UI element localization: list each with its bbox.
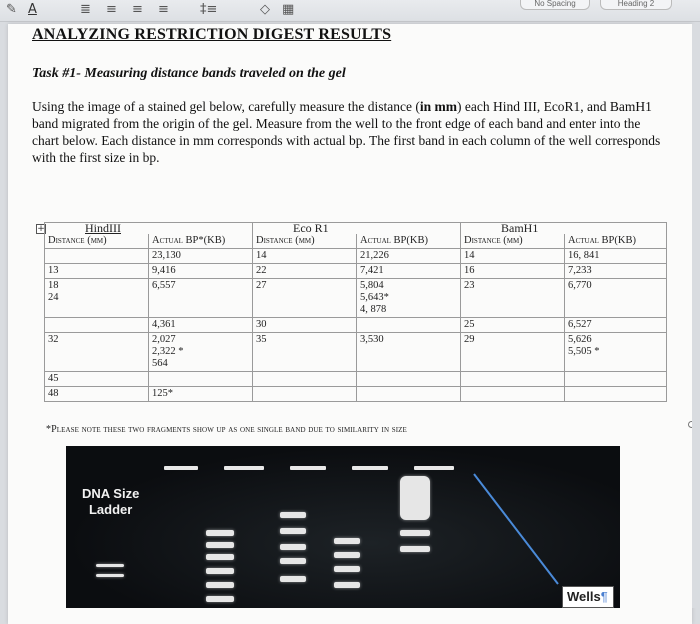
table-cell[interactable] [357,318,461,333]
table-cell[interactable]: 3,530 [357,333,461,372]
table-cell[interactable] [565,387,667,402]
table-cell[interactable] [565,372,667,387]
table-cell[interactable] [45,318,149,333]
ladder-label-line2: Ladder [88,502,133,517]
style-no-spacing[interactable]: No Spacing [520,0,590,10]
group-bamh1: BamH1 [461,223,667,235]
justify-icon[interactable]: ≣ [80,2,91,17]
table-cell[interactable]: 7,421 [357,264,461,279]
table-cell[interactable]: 29 [461,333,565,372]
table-cell[interactable]: 32 [45,333,149,372]
task-heading: Task #1- Measuring distance bands traveled on the gel [32,66,346,81]
table-row [45,249,667,264]
font-color-icon[interactable]: A [28,2,37,17]
results-table [44,222,667,402]
line-spacing-icon[interactable]: ‡≡ [200,2,218,17]
header-hindiii-bp: Actual BP*(KB) [149,234,253,249]
table-cell[interactable]: 35 [253,333,357,372]
table-cell[interactable]: 45 [45,372,149,387]
header-hindiii-distance: Distance (mm) [45,234,149,249]
table-row [45,387,667,402]
group-hindiii: HindIII [45,223,253,235]
para-bold-text: in mm [419,99,457,114]
table-row [45,318,667,333]
table-cell[interactable]: 6,557 [149,279,253,318]
wells-arrow-icon [66,446,620,608]
table-cell[interactable]: 5,804 5,643* 4, 878 [357,279,461,318]
instructions-paragraph [32,98,662,166]
align-right-icon[interactable]: ≡ [158,2,169,17]
table-cell[interactable]: 25 [461,318,565,333]
pilcrow-mark: ¶ [600,589,608,604]
table-cell[interactable]: 125* [149,387,253,402]
table-cell[interactable] [253,387,357,402]
group-header-row [45,223,667,235]
table-cell[interactable]: 27 [253,279,357,318]
table-move-handle-icon[interactable]: + [37,224,45,234]
pen-icon[interactable]: ✎ [6,2,17,17]
column-header-row [45,234,667,249]
header-ecor1-bp: Actual BP(KB) [357,234,461,249]
table-row [45,264,667,279]
table-cell[interactable]: 9,416 [149,264,253,279]
header-ecor1-distance: Distance (mm) [253,234,357,249]
table-cell[interactable]: 48 [45,387,149,402]
wells-label-text: Wells [567,589,601,604]
gel-image [66,446,620,608]
group-ecor1: Eco R1 [253,223,461,235]
window-edge [692,24,700,608]
table-cell[interactable]: 18 24 [45,279,149,318]
footnote: *Please note these two fragments show up as one single band due to similarity in size [46,424,407,435]
formatting-toolbar [0,0,700,22]
table-cell[interactable] [45,249,149,264]
table-cell[interactable]: 7,233 [565,264,667,279]
table-row [45,372,667,387]
table-cell[interactable]: 6,770 [565,279,667,318]
table-cell[interactable]: 23,130 [149,249,253,264]
table-cell[interactable]: 4,361 [149,318,253,333]
table-cell[interactable]: 16 [461,264,565,279]
table-cell[interactable]: 21,226 [357,249,461,264]
table-row [45,279,667,318]
table-cell[interactable] [149,372,253,387]
align-left-icon[interactable]: ≡ [106,2,117,17]
shading-icon[interactable]: ◇ [260,2,270,17]
table-cell[interactable]: 16, 841 [565,249,667,264]
table-row [45,333,667,372]
style-heading-2[interactable]: Heading 2 [600,0,672,10]
table-cell[interactable]: 14 [461,249,565,264]
table-cell[interactable]: 13 [45,264,149,279]
para-text-1: Using the image of a stained gel below, carefully measure the distance ( [32,99,420,114]
table-cell[interactable]: 22 [253,264,357,279]
align-center-icon[interactable]: ≡ [132,2,143,17]
wells-label [562,586,614,608]
ladder-label-line1: DNA Size [82,486,140,501]
table-cell[interactable] [461,372,565,387]
table-cell[interactable] [357,387,461,402]
table-cell[interactable]: 30 [253,318,357,333]
para-text-2: ) each Hind III, EcoR1, and BamH1 band migrated from the origin of the gel. Measure from the well to the front edge of each band and enter into the chart below. Each distance in mm corresponds with actual bp. The first band in each column of the well corresponds with the first size in bp. [32,99,661,165]
table-cell[interactable]: 5,626 5,505 * [565,333,667,372]
dna-ladder-label [82,486,139,518]
table-cell[interactable]: 6,527 [565,318,667,333]
table-cell[interactable] [357,372,461,387]
table-cell[interactable]: 2,027 2,322 * 564 [149,333,253,372]
table-cell[interactable] [461,387,565,402]
table-cell[interactable]: 14 [253,249,357,264]
table-cell[interactable] [253,372,357,387]
borders-icon[interactable]: ▦ [282,2,295,17]
table-cell[interactable]: 23 [461,279,565,318]
header-bamh1-distance: Distance (mm) [461,234,565,249]
document-title: ANALYZING RESTRICTION DIGEST RESULTS [32,26,392,43]
header-bamh1-bp: Actual BP(KB) [565,234,667,249]
